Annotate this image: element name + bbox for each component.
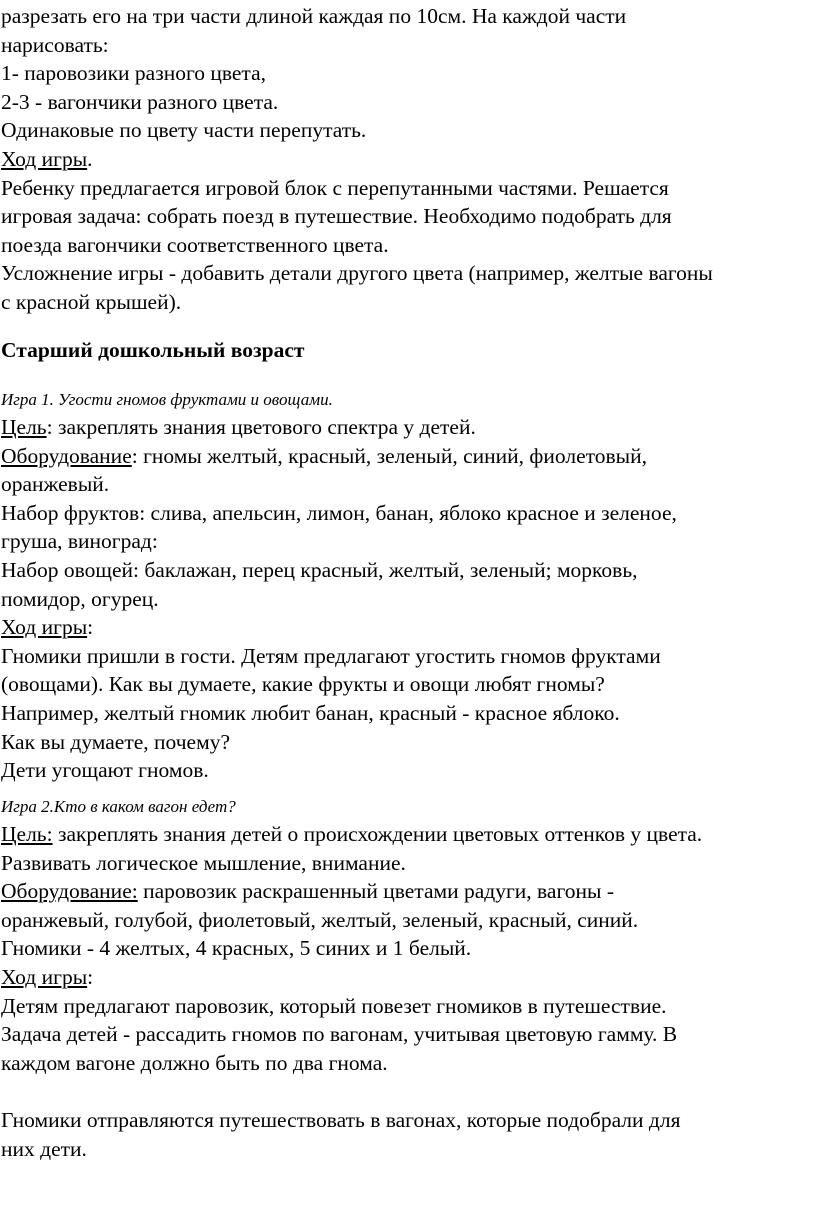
goal-text: закреплять знания детей о происхождении цветовых оттенков у цвета. bbox=[52, 822, 703, 846]
equipment-line bbox=[1, 877, 702, 906]
text-line: помидор, огурец. bbox=[1, 586, 159, 611]
text-line: 1- паровозики разного цвета, bbox=[1, 61, 267, 86]
game2-title: Игра 2.Кто в каком вагон едет? bbox=[1, 797, 236, 816]
text-line: Как вы думаете, почему? bbox=[1, 729, 230, 754]
hod-label: Ход игры bbox=[1, 964, 88, 989]
text-line: Набор фруктов: слива, апельсин, лимон, банан, яблоко красное и зеленое, bbox=[1, 500, 677, 525]
equipment-label: Оборудование bbox=[1, 443, 132, 468]
equipment-line bbox=[1, 442, 677, 471]
text-line: Гномики пришли в гости. Детям предлагают угостить гномов фруктами bbox=[1, 643, 661, 668]
hod-label: Ход игры bbox=[1, 615, 88, 640]
goal-text: : закреплять знания цветового спектра у детей. bbox=[46, 415, 476, 439]
blank-line bbox=[1, 1077, 702, 1106]
text-line: Развивать логическое мышление, внимание. bbox=[1, 850, 406, 875]
section-heading: Старший дошкольный возраст bbox=[1, 338, 305, 362]
text-line: Гномики отправляются путешествовать в вагонах, которые подобрали для bbox=[1, 1107, 681, 1132]
hod-suffix: : bbox=[87, 964, 94, 989]
text-line: Ребенку предлагается игровой блок с перепутанными частями. Решается bbox=[1, 175, 669, 200]
goal-line bbox=[1, 820, 702, 849]
equipment-text: паровозик раскрашенный цветами радуги, вагоны - bbox=[137, 879, 614, 904]
intro-section bbox=[1, 2, 713, 317]
text-line: с красной крышей). bbox=[1, 289, 182, 314]
hod-line bbox=[1, 145, 713, 174]
goal-line bbox=[1, 413, 677, 442]
text-line: игровая задача: собрать поезд в путешествие. Необходимо подобрать для bbox=[1, 204, 672, 229]
hod-suffix: : bbox=[87, 615, 94, 640]
text-line: Задача детей - рассадить гномов по вагонам, учитывая цветовую гамму. В bbox=[1, 1022, 678, 1047]
text-line: груша, виноград: bbox=[1, 529, 158, 554]
text-line: Усложнение игры - добавить детали другого цвета (например, желтые вагоны bbox=[1, 261, 713, 286]
hod-suffix: . bbox=[87, 146, 93, 171]
game2-section bbox=[1, 796, 702, 1163]
equipment-text: : гномы желтый, красный, зеленый, синий, фиолетовый, bbox=[131, 443, 647, 468]
game1-title: Игра 1. Угости гномов фруктами и овощами. bbox=[1, 390, 333, 409]
text-line: поезда вагончики соответственного цвета. bbox=[1, 232, 389, 257]
text-line: каждом вагоне должно быть по два гнома. bbox=[1, 1050, 388, 1075]
text-line: Например, желтый гномик любит банан, красный - красное яблоко. bbox=[1, 700, 620, 725]
text-line: нарисовать: bbox=[1, 32, 109, 57]
hod-line bbox=[1, 963, 702, 992]
hod-label: Ход игры bbox=[1, 146, 88, 171]
text-line: Гномики - 4 желтых, 4 красных, 5 синих и 1 белый. bbox=[1, 936, 472, 961]
text-line: Набор овощей: баклажан, перец красный, желтый, зеленый; морковь, bbox=[1, 557, 638, 582]
text-line: Дети угощают гномов. bbox=[1, 758, 209, 783]
text-line: Одинаковые по цвету части перепутать. bbox=[1, 118, 367, 143]
text-line: (овощами). Как вы думаете, какие фрукты и овощи любят гномы? bbox=[1, 672, 605, 697]
text-line: 2-3 - вагончики разного цвета. bbox=[1, 89, 279, 114]
text-line: Детям предлагают паровозик, который повезет гномиков в путешествие. bbox=[1, 993, 667, 1018]
equipment-label: Оборудование: bbox=[1, 879, 138, 904]
goal-label: Цель: bbox=[1, 822, 53, 846]
goal-label: Цель bbox=[1, 415, 47, 439]
text-line: них дети. bbox=[1, 1136, 87, 1161]
text-line: оранжевый, голубой, фиолетовый, желтый, зеленый, красный, синий. bbox=[1, 907, 639, 932]
text-line: разрезать его на три части длиной каждая по 10см. На каждой части bbox=[1, 4, 627, 28]
hod-line bbox=[1, 613, 677, 642]
text-line: оранжевый. bbox=[1, 472, 110, 497]
game1-section bbox=[1, 389, 677, 785]
